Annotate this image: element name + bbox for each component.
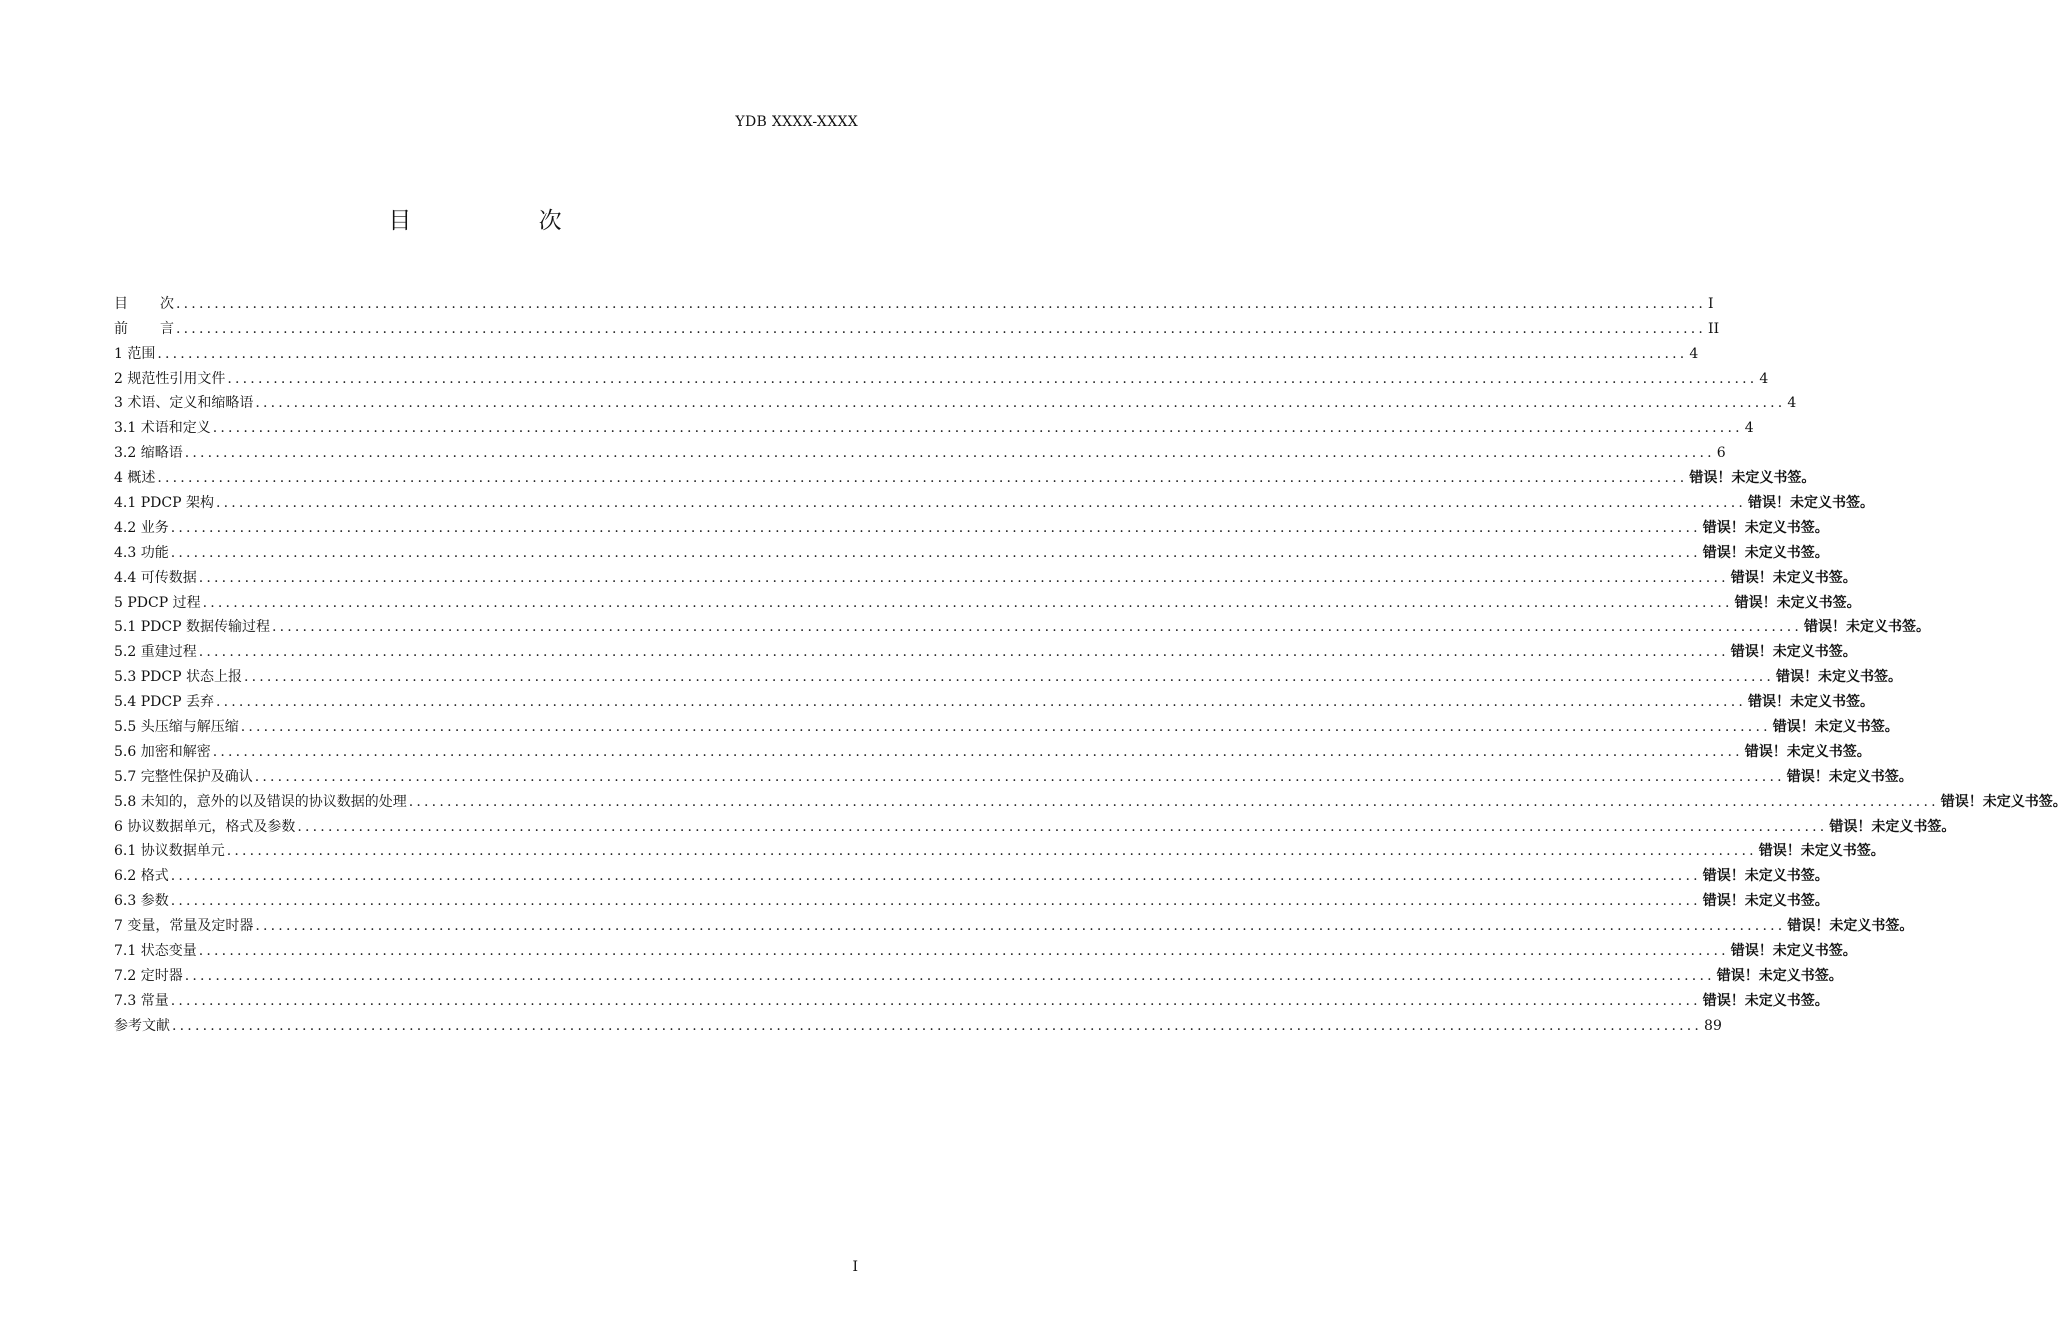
toc-entry-bookmark-error: 错误！未定义书签。 (1748, 694, 1874, 711)
toc-dot-leader: ........................................................................................................................................................................................................ (157, 345, 1688, 362)
toc-entry-label: 6 协议数据单元，格式及参数 (114, 818, 296, 835)
toc-dot-leader: ........................................................................................................................................................................................................ (212, 420, 1743, 437)
toc-entry-bookmark-error: 错误！未定义书签。 (1776, 669, 1902, 686)
toc-entry[interactable] (114, 512, 1829, 537)
toc-dot-leader: ........................................................................................................................................................................................................ (297, 818, 1828, 835)
toc-dot-leader: ........................................................................................................................................................................................................ (198, 943, 1729, 960)
toc-entry-bookmark-error: 错误！未定义书签。 (1730, 569, 1857, 586)
toc-dot-leader: ........................................................................................................................................................................................................ (170, 868, 1701, 885)
toc-dot-leader: ........................................................................................................................................................................................................ (212, 743, 1743, 760)
toc-dot-leader: ........................................................................................................................................................................................................ (255, 918, 1786, 935)
toc-entry-label: 5.6 加密和解密 (114, 743, 211, 760)
toc-dot-leader: ........................................................................................................................................................................................................ (255, 395, 1786, 412)
toc-entry[interactable] (114, 462, 1816, 487)
toc-entry-bookmark-error: 错误！未定义书签。 (1702, 519, 1829, 536)
toc-entry[interactable] (114, 313, 1720, 338)
toc-entry-bookmark-error: 错误！未定义书签。 (1804, 619, 1930, 636)
toc-entry[interactable] (114, 636, 1857, 661)
page-title: 目 次 (388, 208, 622, 234)
toc-entry-label: 4.3 功能 (114, 544, 169, 561)
toc-entry-bookmark-error: 错误！未定义书签。 (1744, 743, 1871, 760)
toc-entry-page: 4 (1759, 370, 1769, 387)
toc-entry[interactable] (114, 338, 1699, 363)
toc-entry-label: 6.2 格式 (114, 868, 169, 885)
toc-entry-label: 5.4 PDCP 丢弃 (114, 694, 214, 711)
toc-entry[interactable] (114, 910, 1914, 935)
toc-entry-label: 1 范围 (114, 345, 156, 362)
toc-entry[interactable] (114, 935, 1857, 960)
toc-entry-bookmark-error: 错误！未定义书签。 (1829, 818, 1956, 835)
toc-entry-label: 目次 (114, 295, 174, 312)
table-of-contents (114, 288, 2067, 1035)
toc-dot-leader: ........................................................................................................................................................................................................ (215, 495, 1746, 512)
toc-dot-leader: ........................................................................................................................................................................................................ (198, 644, 1729, 661)
toc-entry-label: 7.1 状态变量 (114, 943, 197, 960)
toc-entry[interactable] (114, 1010, 1722, 1035)
toc-dot-leader: ........................................................................................................................................................................................................ (227, 370, 1758, 387)
toc-entry-bookmark-error: 错误！未定义书签。 (1730, 644, 1857, 661)
toc-entry[interactable] (114, 288, 1714, 313)
toc-entry-label: 5 PDCP 过程 (114, 594, 201, 611)
toc-entry-page: 4 (1689, 345, 1699, 362)
toc-entry[interactable] (114, 587, 1861, 612)
toc-entry[interactable] (114, 562, 1857, 587)
toc-entry-label: 前言 (114, 320, 174, 337)
toc-entry[interactable] (114, 388, 1797, 413)
toc-entry-label: 4.4 可传数据 (114, 569, 197, 586)
toc-entry-label: 5.8 未知的，意外的以及错误的协议数据的处理 (114, 793, 407, 810)
toc-dot-leader: ........................................................................................................................................................................................................ (240, 719, 1771, 736)
toc-entry-bookmark-error: 错误！未定义书签。 (1702, 893, 1829, 910)
toc-dot-leader: ........................................................................................................................................................................................................ (254, 768, 1785, 785)
toc-entry-label: 5.3 PDCP 状态上报 (114, 669, 242, 686)
toc-dot-leader: ........................................................................................................................................................................................................ (172, 1017, 1703, 1034)
toc-entry[interactable] (114, 985, 1829, 1010)
toc-entry[interactable] (114, 885, 1829, 910)
toc-entry-label: 5.1 PDCP 数据传输过程 (114, 619, 270, 636)
toc-entry-label: 6.3 参数 (114, 893, 169, 910)
toc-entry-page: 6 (1716, 445, 1726, 462)
toc-entry[interactable] (114, 661, 1902, 686)
toc-entry[interactable] (114, 786, 2067, 811)
document-code: YDB XXXX-XXXX (735, 114, 858, 130)
toc-entry[interactable] (114, 960, 1843, 985)
toc-entry[interactable] (114, 363, 1769, 388)
toc-entry[interactable] (114, 836, 1885, 861)
toc-entry-label: 5.2 重建过程 (114, 644, 197, 661)
toc-entry-bookmark-error: 错误！未定义书签。 (1748, 495, 1874, 512)
toc-entry-bookmark-error: 错误！未定义书签。 (1689, 470, 1816, 487)
toc-entry-label: 5.5 头压缩与解压缩 (114, 719, 239, 736)
toc-dot-leader: ........................................................................................................................................................................................................ (176, 295, 1707, 312)
toc-entry[interactable] (114, 711, 1899, 736)
toc-entry-bookmark-error: 错误！未定义书签。 (1716, 967, 1843, 984)
toc-entry[interactable] (114, 811, 1956, 836)
toc-entry-label: 参考文献 (114, 1017, 170, 1034)
toc-dot-leader: ........................................................................................................................................................................................................ (271, 619, 1802, 636)
toc-entry-bookmark-error: 错误！未定义书签。 (1772, 719, 1899, 736)
toc-dot-leader: ........................................................................................................................................................................................................ (170, 544, 1701, 561)
toc-entry-label: 7.3 常量 (114, 992, 169, 1009)
toc-entry-bookmark-error: 错误！未定义书签。 (1730, 943, 1857, 960)
toc-dot-leader: ........................................................................................................................................................................................................ (157, 470, 1688, 487)
toc-entry[interactable] (114, 412, 1754, 437)
toc-entry-label: 5.7 完整性保护及确认 (114, 768, 253, 785)
toc-entry-bookmark-error: 错误！未定义书签。 (1702, 992, 1829, 1009)
toc-entry-label: 7 变量，常量及定时器 (114, 918, 254, 935)
toc-entry[interactable] (114, 761, 1913, 786)
toc-entry-label: 4.2 业务 (114, 519, 169, 536)
toc-dot-leader: ........................................................................................................................................................................................................ (176, 320, 1707, 337)
toc-entry[interactable] (114, 686, 1874, 711)
toc-dot-leader: ........................................................................................................................................................................................................ (170, 519, 1701, 536)
toc-entry-label: 3 术语、定义和缩略语 (114, 395, 254, 412)
toc-entry-label: 4 概述 (114, 470, 156, 487)
toc-entry-bookmark-error: 错误！未定义书签。 (1702, 544, 1829, 561)
page-number: I (852, 1259, 858, 1275)
toc-entry[interactable] (114, 487, 1874, 512)
toc-dot-leader: ........................................................................................................................................................................................................ (243, 669, 1774, 686)
toc-dot-leader: ........................................................................................................................................................................................................ (184, 967, 1715, 984)
toc-dot-leader: ........................................................................................................................................................................................................ (184, 445, 1715, 462)
toc-entry-label: 4.1 PDCP 架构 (114, 495, 214, 512)
toc-dot-leader: ........................................................................................................................................................................................................ (215, 694, 1746, 711)
toc-entry-label: 7.2 定时器 (114, 967, 183, 984)
toc-entry-bookmark-error: 错误！未定义书签。 (1940, 793, 2067, 810)
toc-entry-label: 3.2 缩略语 (114, 445, 183, 462)
toc-dot-leader: ........................................................................................................................................................................................................ (170, 893, 1701, 910)
toc-entry-page: 89 (1704, 1017, 1722, 1034)
toc-entry-bookmark-error: 错误！未定义书签。 (1702, 868, 1829, 885)
toc-dot-leader: ........................................................................................................................................................................................................ (198, 569, 1729, 586)
toc-dot-leader: ........................................................................................................................................................................................................ (202, 594, 1733, 611)
toc-entry[interactable] (114, 612, 1930, 637)
toc-entry-label: 2 规范性引用文件 (114, 370, 226, 387)
toc-entry-bookmark-error: 错误！未定义书签。 (1734, 594, 1861, 611)
toc-entry[interactable] (114, 736, 1871, 761)
toc-entry-bookmark-error: 错误！未定义书签。 (1787, 918, 1914, 935)
toc-entry-bookmark-error: 错误！未定义书签。 (1786, 768, 1913, 785)
toc-entry-label: 3.1 术语和定义 (114, 420, 211, 437)
toc-dot-leader: ........................................................................................................................................................................................................ (408, 793, 1939, 810)
toc-entry-label: 6.1 协议数据单元 (114, 843, 225, 860)
toc-entry-bookmark-error: 错误！未定义书签。 (1758, 843, 1885, 860)
toc-entry-page: I (1708, 295, 1714, 312)
toc-entry[interactable] (114, 860, 1829, 885)
toc-entry-page: 4 (1744, 420, 1754, 437)
toc-dot-leader: ........................................................................................................................................................................................................ (226, 843, 1757, 860)
toc-dot-leader: ........................................................................................................................................................................................................ (170, 992, 1701, 1009)
toc-entry[interactable] (114, 537, 1829, 562)
toc-entry-page: 4 (1787, 395, 1797, 412)
toc-entry-page: II (1708, 320, 1720, 337)
toc-entry[interactable] (114, 437, 1726, 462)
